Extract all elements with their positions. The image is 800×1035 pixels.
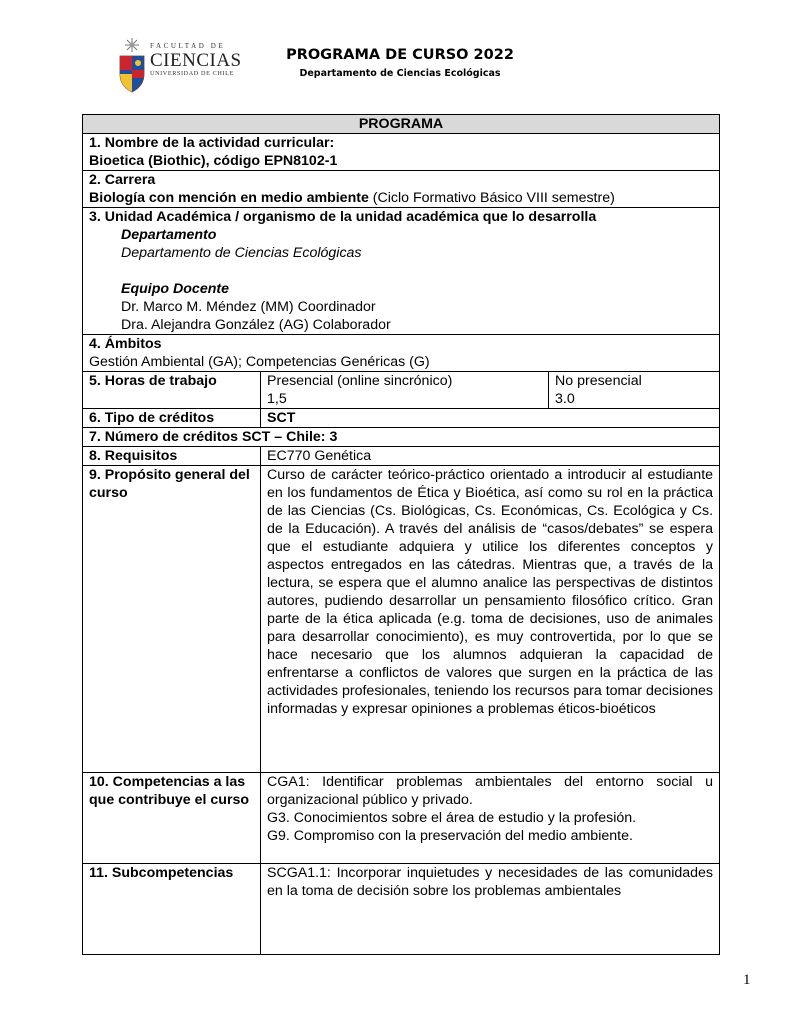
career-label: 2. Carrera: [89, 172, 156, 188]
activity-name-label: 1. Nombre de la actividad curricular:: [89, 135, 335, 151]
presencial-label: Presencial (online sincrónico): [267, 373, 453, 389]
row-career: [83, 171, 720, 208]
table-heading: PROGRAMA: [83, 115, 720, 134]
work-hours-label: 5. Horas de trabajo: [83, 372, 261, 409]
row-requirements: [83, 447, 720, 466]
competencies-label: 10. Competencias a las que contribuye el curso: [83, 773, 261, 864]
credit-type-value: SCT: [261, 409, 720, 428]
no-presencial-label: No presencial: [555, 373, 642, 389]
career-name: Biología con mención en medio ambiente: [89, 190, 369, 206]
requirements-label: 8. Requisitos: [83, 447, 261, 466]
competency-item: CGA1: Identificar problemas ambientales del entorno social u organizacional público y privado.: [267, 774, 714, 808]
subcompetencies-label: 11. Subcompetencias: [83, 864, 261, 955]
credit-type-label: 6. Tipo de créditos: [83, 409, 261, 428]
page-number: 1: [743, 972, 751, 988]
subcompetencies-text: SCGA1.1: Incorporar inquietudes y necesidades de las comunidades en la toma de decisión sobre los problemas ambientales: [261, 864, 720, 955]
row-scopes: [83, 335, 720, 372]
program-table: [82, 114, 720, 955]
row-work-hours: [83, 372, 720, 409]
competency-item: G9. Compromiso con la preservación del medio ambiente.: [267, 828, 633, 844]
row-activity-name: [83, 134, 720, 171]
competency-item: G3. Conocimientos sobre el área de estudio y la profesión.: [267, 810, 637, 826]
row-credit-type: [83, 409, 720, 428]
row-competencies: [83, 773, 720, 864]
academic-unit-label: 3. Unidad Académica / organismo de la unidad académica que lo desarrolla: [89, 209, 597, 225]
activity-name-value: Bioetica (Biothic), código EPN8102-1: [89, 153, 338, 169]
requirements-value: EC770 Genética: [261, 447, 720, 466]
logo-faculty-text: FACULTAD DE: [150, 42, 226, 50]
document-title: PROGRAMA DE CURSO 2022: [286, 47, 514, 63]
logo-university-text: UNIVERSIDAD DE CHILE: [150, 70, 234, 77]
logo-name-text: CIENCIAS: [150, 50, 242, 71]
faculty-crest-icon: [114, 36, 154, 96]
department-name: Departamento de Ciencias Ecológicas: [121, 245, 362, 261]
row-purpose: [83, 466, 720, 773]
scopes-label: 4. Ámbitos: [89, 336, 162, 352]
presencial-value: 1,5: [267, 391, 287, 407]
teaching-team-heading: Equipo Docente: [121, 281, 229, 297]
row-subcompetencies: [83, 864, 720, 955]
row-credit-count: [83, 428, 720, 447]
purpose-text: Curso de carácter teórico-práctico orientado a introducir al estudiante en los fundamentos de Ética y Bioética, así como su rol en la práctica de las Ciencias (Cs. Biológicas, Cs. Económicas, Cs. Ecológica y Cs. de la Educación). A través del análisis de “casos/debates” se espera que el estudiante adquiera y utilice los diferentes conceptos y aspectos entregados en las cátedras. Mientras que, a través de la lectura, se espera que el alumno analice las perspectivas de distintos autores, pudiendo desarrollar un pensamiento filosófico crítico. Gran parte de la ética aplicada (e.g. toma de decisiones, uso de animales para desarrollar conocimiento), es muy controvertida, por lo que se hace necesario que los alumnos adquieran la capacidad de enfrentarse a conflictos de valores que surgen en la práctica de las actividades profesionales, teniendo los recursos para tomar decisiones informadas y expresar opiniones a problemas éticos-bioéticos: [261, 466, 720, 773]
document-subtitle: Departamento de Ciencias Ecológicas: [299, 68, 501, 79]
row-academic-unit: [83, 208, 720, 335]
credit-count-label: 7. Número de créditos SCT – Chile: 3: [83, 428, 720, 447]
team-member-2: Dra. Alejandra González (AG) Colaborador: [121, 317, 391, 333]
faculty-logo: [114, 36, 242, 96]
table-heading-row: [83, 115, 720, 134]
scopes-value: Gestión Ambiental (GA); Competencias Genéricas (G): [89, 354, 430, 370]
purpose-label: 9. Propósito general del curso: [83, 466, 261, 773]
no-presencial-value: 3.0: [555, 391, 575, 407]
team-member-1: Dr. Marco M. Méndez (MM) Coordinador: [121, 299, 376, 315]
department-heading: Departamento: [121, 227, 217, 243]
career-detail: (Ciclo Formativo Básico VIII semestre): [368, 190, 615, 206]
